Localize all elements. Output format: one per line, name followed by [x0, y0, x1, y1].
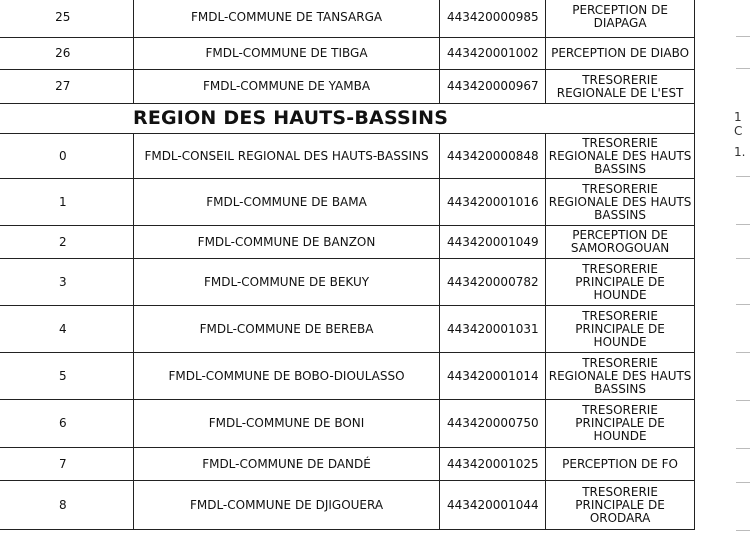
- account-code: 443420001044: [440, 481, 546, 530]
- paying-office: TRESORERIE PRINCIPALE DE ORODARA: [546, 481, 695, 530]
- account-code: 443420001031: [440, 306, 546, 353]
- paying-office: PERCEPTION DE SAMOROGOUAN: [546, 226, 695, 259]
- beneficiary-name: FMDL-COMMUNE DE DJIGOUERA: [133, 481, 440, 530]
- beneficiary-name: FMDL-COMMUNE DE BAMA: [133, 179, 440, 226]
- paying-office: TRESORERIE REGIONALE DE L'EST: [546, 70, 695, 104]
- row-number: 5: [0, 353, 133, 400]
- table-row: [0, 70, 695, 104]
- table-row: [0, 481, 695, 530]
- faint-rule: [736, 448, 750, 449]
- row-number: 25: [0, 0, 133, 38]
- paying-office: TRESORERIE PRINCIPALE DE HOUNDE: [546, 306, 695, 353]
- beneficiary-name: FMDL-COMMUNE DE TIBGA: [133, 38, 440, 70]
- account-code: 443420000985: [440, 0, 546, 38]
- table-row: [0, 353, 695, 400]
- table-row: [0, 448, 695, 481]
- faint-rule: [736, 482, 750, 483]
- account-code: 443420000967: [440, 70, 546, 104]
- account-code: 443420000750: [440, 400, 546, 448]
- account-code: 443420001014: [440, 353, 546, 400]
- row-number: 7: [0, 448, 133, 481]
- table-row: [0, 38, 695, 70]
- beneficiary-name: FMDL-COMMUNE DE BONI: [133, 400, 440, 448]
- row-number: 3: [0, 259, 133, 306]
- account-code: 443420001016: [440, 179, 546, 226]
- cropped-column-fragment: 1 C: [734, 110, 743, 138]
- table-row: [0, 179, 695, 226]
- table-row: [0, 226, 695, 259]
- beneficiary-name: FMDL-COMMUNE DE BEREBA: [133, 306, 440, 353]
- row-number: 8: [0, 481, 133, 530]
- table-row: [0, 306, 695, 353]
- region-title: REGION DES HAUTS-BASSINS: [0, 104, 695, 134]
- paying-office: TRESORERIE PRINCIPALE DE HOUNDE: [546, 259, 695, 306]
- account-code: 443420000848: [440, 134, 546, 179]
- beneficiary-name: FMDL-COMMUNE DE BANZON: [133, 226, 440, 259]
- paying-office: PERCEPTION DE DIABO: [546, 38, 695, 70]
- row-number: 2: [0, 226, 133, 259]
- faint-rule: [736, 36, 750, 37]
- row-number: 1: [0, 179, 133, 226]
- table-row: [0, 134, 695, 179]
- cropped-column-fragment: 1.: [734, 145, 746, 159]
- row-number: 26: [0, 38, 133, 70]
- table-row: [0, 400, 695, 448]
- beneficiary-name: FMDL-COMMUNE DE BOBO-DIOULASSO: [133, 353, 440, 400]
- account-code: 443420001025: [440, 448, 546, 481]
- faint-rule: [736, 258, 750, 259]
- paying-office: PERCEPTION DE DIAPAGA: [546, 0, 695, 38]
- faint-rule: [736, 530, 750, 531]
- faint-rule: [736, 68, 750, 69]
- faint-rule: [736, 224, 750, 225]
- row-number: 4: [0, 306, 133, 353]
- faint-rule: [736, 176, 750, 177]
- table-row: [0, 0, 695, 38]
- account-code: 443420001049: [440, 226, 546, 259]
- paying-office: TRESORERIE REGIONALE DES HAUTS BASSINS: [546, 134, 695, 179]
- beneficiary-name: FMDL-COMMUNE DE BEKUY: [133, 259, 440, 306]
- row-number: 0: [0, 134, 133, 179]
- account-code: 443420000782: [440, 259, 546, 306]
- paying-office: TRESORERIE PRINCIPALE DE HOUNDE: [546, 400, 695, 448]
- paying-office: TRESORERIE REGIONALE DES HAUTS BASSINS: [546, 179, 695, 226]
- beneficiary-name: FMDL-COMMUNE DE DANDÉ: [133, 448, 440, 481]
- row-number: 27: [0, 70, 133, 104]
- paying-office: TRESORERIE REGIONALE DES HAUTS BASSINS: [546, 353, 695, 400]
- table-row: [0, 259, 695, 306]
- faint-rule: [736, 304, 750, 305]
- beneficiary-name: FMDL-COMMUNE DE TANSARGA: [133, 0, 440, 38]
- beneficiary-name: FMDL-COMMUNE DE YAMBA: [133, 70, 440, 104]
- row-number: 6: [0, 400, 133, 448]
- account-code: 443420001002: [440, 38, 546, 70]
- beneficiary-name: FMDL-CONSEIL REGIONAL DES HAUTS-BASSINS: [133, 134, 440, 179]
- faint-rule: [736, 352, 750, 353]
- faint-rule: [736, 400, 750, 401]
- region-header-row: [0, 104, 695, 134]
- paying-office: PERCEPTION DE FO: [546, 448, 695, 481]
